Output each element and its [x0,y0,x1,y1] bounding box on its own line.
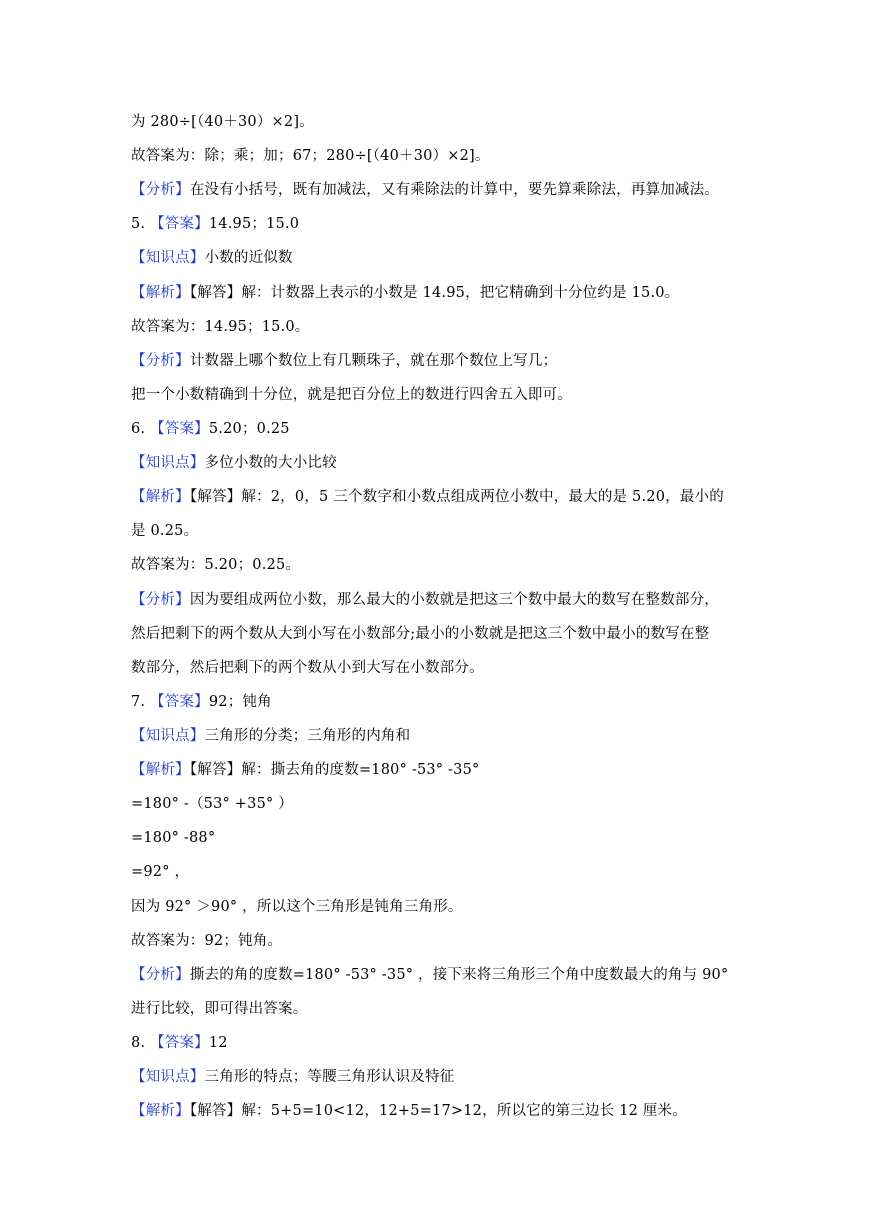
analysis-line: 【分析】因为要组成两位小数，那么最大的小数就是把这三个数中最大的数写在整数部分， [131,592,720,608]
answer-tag: 【答案】 [150,421,209,437]
question-number: 7. [131,694,151,710]
text-line: 是 0.25。 [131,523,199,539]
answer-line: 6. 【答案】5.20；0.25 [131,421,290,437]
analysis-tag: 【分析】 [131,967,190,983]
text-line: =180° -88° [131,830,216,846]
solution-line: 【解析】【解答】解：5+5=10<12，12+5=17>12，所以它的第三边长 12 厘米。 [131,1103,687,1119]
knowledge-line: 【知识点】小数的近似数 [131,250,293,266]
knowledge-tag: 【知识点】 [131,1069,205,1085]
answer-tag: 【答案】 [150,694,209,710]
analysis-line: 【分析】在没有小括号，既有加减法，又有乘除法的计算中，要先算乘除法，再算加减法。 [131,182,720,198]
text-line: 故答案为：除；乘；加；67；280÷[（40＋30）×2]。 [131,148,490,164]
answer-line: 8. 【答案】12 [131,1035,228,1051]
analysis-line: 【分析】计数器上哪个数位上有几颗珠子，就在那个数位上写几； [131,353,558,369]
solution-tag: 【解析】 [131,1103,190,1119]
knowledge-tag: 【知识点】 [131,250,205,266]
analysis-tag: 【分析】 [131,592,190,608]
text-line: 故答案为：5.20；0.25。 [131,557,301,573]
question-number: 8. [131,1035,151,1051]
solution-line: 【解析】【解答】解：计数器上表示的小数是 14.95，把它精确到十分位约是 15.0。 [131,285,680,301]
analysis-tag: 【分析】 [131,353,190,369]
text-line: =92° ， [131,864,190,880]
analysis-line: 【分析】撕去的角的度数=180° -53° -35° ，接下来将三角形三个角中度数最大的角与 90° [131,967,729,983]
solution-tag: 【解析】 [131,489,190,505]
question-number: 6. [131,421,151,437]
knowledge-tag: 【知识点】 [131,455,205,471]
text-line: 故答案为：92；钝角。 [131,933,283,949]
question-number: 5. [131,216,151,232]
text-line: =180° -（53° +35° ） [131,796,293,812]
text-line: 然后把剩下的两个数从大到小写在小数部分;最小的小数就是把这三个数中最小的数写在整 [131,626,710,642]
text-line: 把一个小数精确到十分位，就是把百分位上的数进行四舍五入即可。 [131,387,572,403]
solution-tag: 【解析】 [131,762,190,778]
solution-line: 【解析】【解答】解：2，0，5 三个数字和小数点组成两位小数中，最大的是 5.20，最小的 [131,489,724,505]
knowledge-line: 【知识点】三角形的特点；等腰三角形认识及特征 [131,1069,455,1085]
analysis-tag: 【分析】 [131,182,190,198]
text-line: 进行比较，即可得出答案。 [131,1001,308,1017]
solution-tag: 【解析】 [131,285,190,301]
solution-line: 【解析】【解答】解：撕去角的度数=180° -53° -35° [131,762,480,778]
text-line: 为 280÷[（40＋30）×2]。 [131,114,314,130]
text-line: 因为 92° ＞90° ，所以这个三角形是钝角三角形。 [131,899,463,915]
knowledge-line: 【知识点】三角形的分类；三角形的内角和 [131,728,411,744]
answer-tag: 【答案】 [150,216,209,232]
answer-tag: 【答案】 [150,1035,209,1051]
answer-line: 5. 【答案】14.95；15.0 [131,216,300,232]
text-line: 数部分，然后把剩下的两个数从小到大写在小数部分。 [131,660,484,676]
answer-line: 7. 【答案】92；钝角 [131,694,272,710]
knowledge-tag: 【知识点】 [131,728,205,744]
knowledge-line: 【知识点】多位小数的大小比较 [131,455,337,471]
text-line: 故答案为：14.95；15.0。 [131,319,310,335]
